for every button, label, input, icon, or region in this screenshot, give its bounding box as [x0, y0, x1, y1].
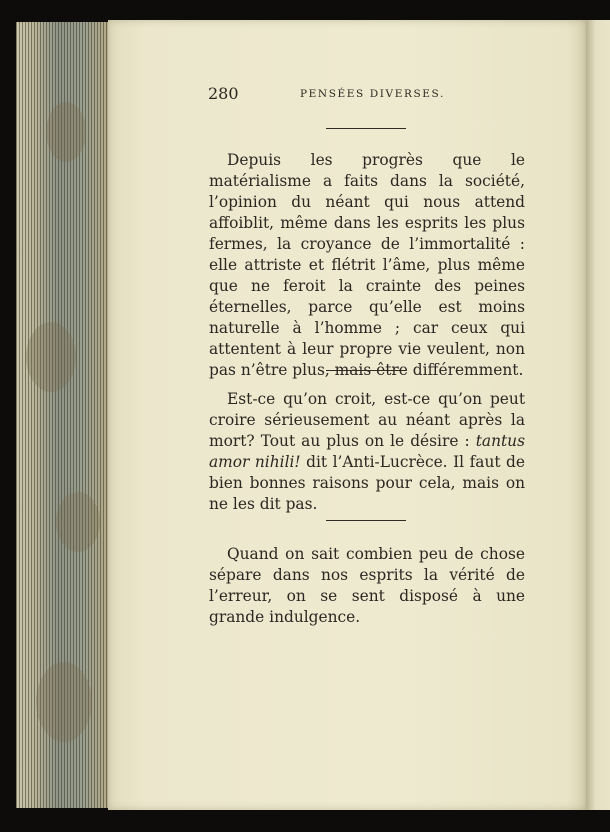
paragraph-text-start: Est-ce qu’on croit, est-ce qu’on peut croire sérieusement au néant après la mort? Tout au plus on le désire : [209, 390, 525, 450]
section-divider [326, 128, 406, 129]
page-header [208, 84, 610, 104]
paragraph-text-end: dit l’Anti-Lucrèce. Il faut de bien bonnes raisons pour cela, mais on ne les dit pas. [209, 453, 526, 513]
paragraph-2 [209, 389, 525, 515]
section-divider [326, 520, 406, 521]
page-edges [16, 22, 112, 808]
running-head: PENSÉES DIVERSES. [300, 88, 445, 100]
paragraph-text [209, 389, 525, 515]
paragraph-3 [209, 544, 525, 628]
next-page-edge [586, 20, 610, 810]
latin-quote: tantus amor nihili! [209, 432, 525, 471]
paragraph-text: Quand on sait combien peu de chose sépare dans nos esprits la vérité de l’erreur, on se sent disposé à une grande indulgence. [209, 545, 525, 626]
paragraph-text: Depuis les progrès que le matérialisme a faits dans la société, l’opinion du néant qui nous attend affoiblit, même dans les esprits les plus fermes, la croyance de l’immortalité : elle attriste et flétrit l’âme, plus même que ne feroit la crainte des peines éternelles, parce qu’elle est moins naturelle à l’homme ; car ceux qui attentent à leur propre vie veulent, non pas n’être plus, mais être différemment. [209, 151, 525, 379]
page-number: 280 [208, 84, 239, 103]
paragraph-1 [209, 150, 525, 381]
section-divider [326, 370, 406, 371]
